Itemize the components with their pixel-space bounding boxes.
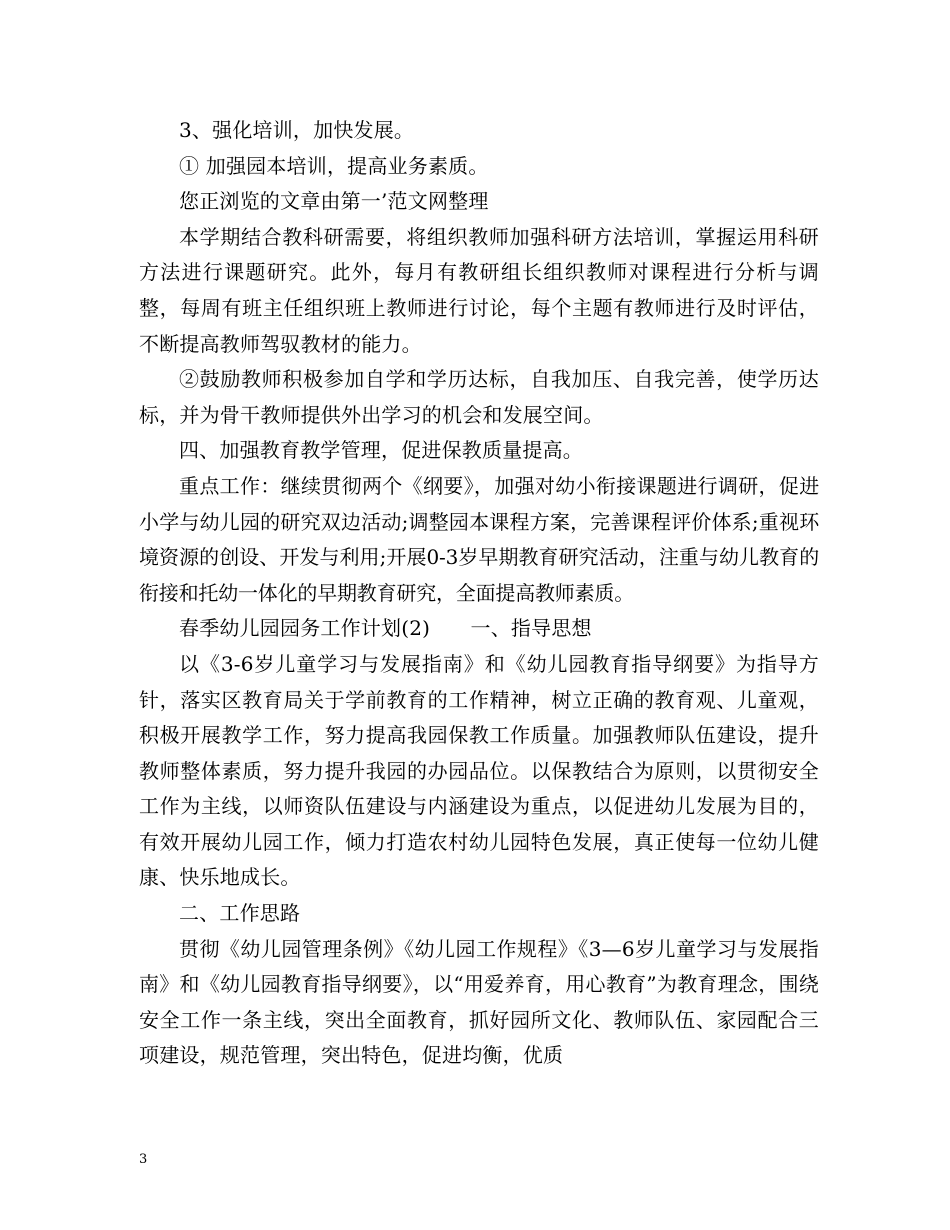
paragraph-heading-4: 四、加强教育教学管理，促进保教质量提高。	[179, 438, 583, 463]
paragraph-source-note: 您正浏览的文章由第一’范文网整理	[179, 189, 489, 214]
paragraph-work-ideas: 贯彻《幼儿园管理条例》《幼儿园工作规程》《3—6岁儿童学习与发展指南》和《幼儿园教育指导纲要》，以“用爱养育，用心教育”为教育理念，围绕安全工作一条主线，突出全面教育，抓好园所文化、教师队伍、家园配合三项建设，规范管理，突出特色，促进均衡，优质	[139, 936, 819, 1068]
paragraph-training: 本学期结合教科研需要，将组织教师加强科研方法培训，掌握运用科研方法进行课题研究。此外，每月有教研组长组织教师对课程进行分析与调整，每周有班主任组织班上教师进行讨论，每个主题有教师进行及时评估，不断提高教师驾驭教材的能力。	[139, 224, 819, 356]
paragraph-guiding-ideas: 以《3-6岁儿童学习与发展指南》和《幼儿园教育指导纲要》为指导方针，落实区教育局关于学前教育的工作精神，树立正确的教育观、儿童观，积极开展教学工作，努力提高我园保教工作质量。加强教师队伍建设，提升教师整体素质，努力提升我园的办园品位。以保教结合为原则，以贯彻安全工作为主线，以师资队伍建设与内涵建设为重点，以促进幼儿发展为目的，有效开展幼儿园工作，倾力打造农村幼儿园特色发展，真正使每一位幼儿健康、快乐地成长。	[139, 651, 819, 890]
paragraph-key-work: 重点工作：继续贯彻两个《纲要》，加强对幼小衔接课题进行调研，促进小学与幼儿园的研究双边活动;调整园本课程方案，完善课程评价体系;重视环境资源的创设、开发与利用;开展0-3岁早期教育研究活动，注重与幼儿教育的衔接和托幼一体化的早期教育研究，全面提高教师素质。	[139, 473, 819, 605]
paragraph-heading-work-ideas: 二、工作思路	[179, 901, 301, 926]
paragraph-item-2: ②鼓励教师积极参加自学和学历达标，自我加压、自我完善，使学历达标，并为骨干教师提供外出学习的机会和发展空间。	[139, 367, 819, 427]
document-body	[139, 113, 819, 1074]
paragraph-plan-title: 春季幼儿园园务工作计划(2) 一、指导思想	[179, 616, 592, 641]
page-number: 3	[139, 1152, 148, 1167]
paragraph-heading-3: 3、强化培训，加快发展。	[179, 118, 415, 142]
paragraph-item-1: ① 加强园本培训，提高业务素质。	[179, 153, 489, 178]
